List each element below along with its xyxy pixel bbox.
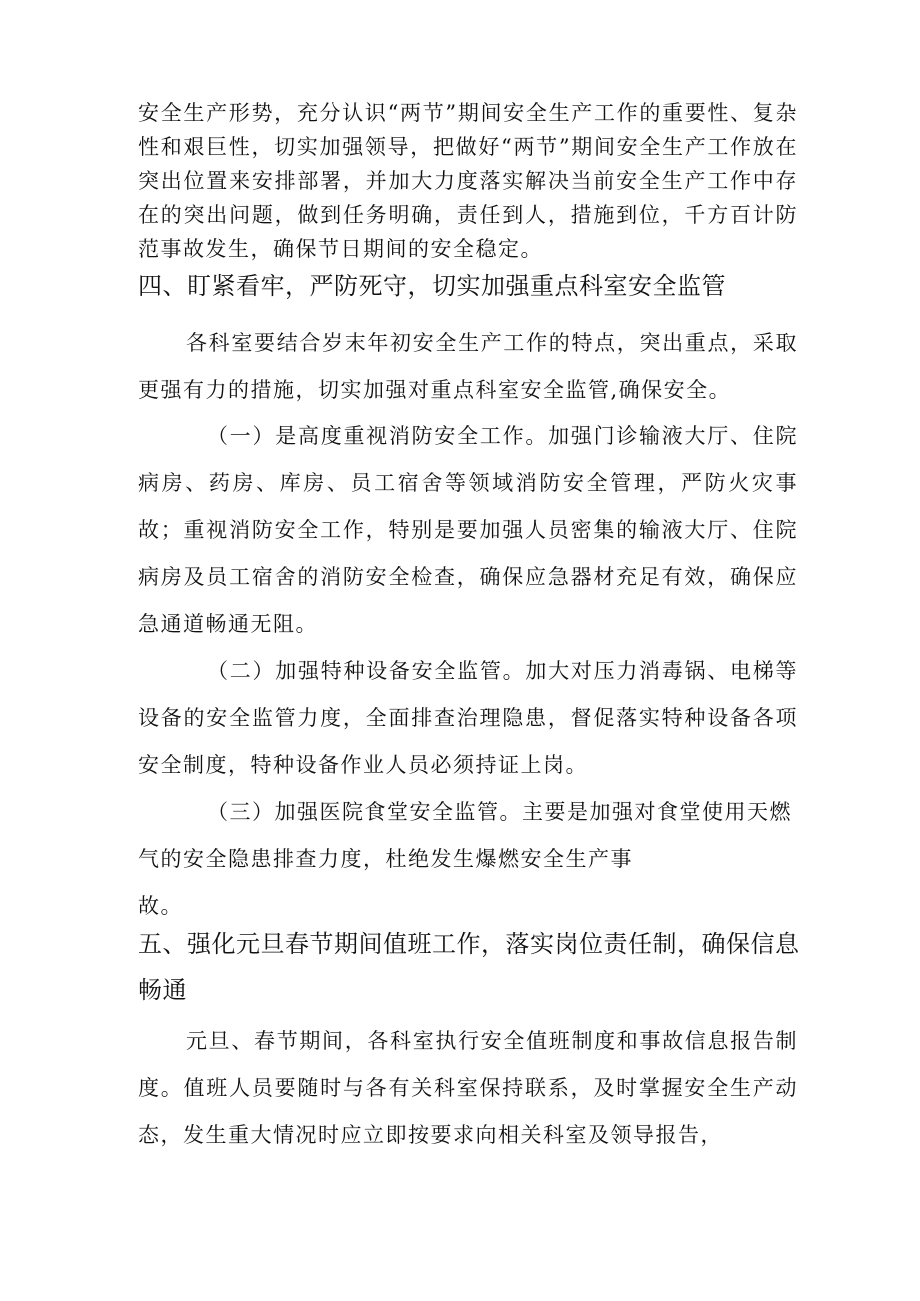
section-4-item-3-line-3: 故。 <box>138 894 183 918</box>
section-4-item-3 <box>138 789 798 930</box>
section-5-heading: 五、强化元旦春节期间值班工作，落实岗位责任制，确保信息畅通 <box>138 930 800 1004</box>
section-4-item-3-line-2: 气的安全隐患排查力度，杜绝发生爆燃安全生产事 <box>138 847 633 871</box>
section-4-item-2: （二）加强特种设备安全监管。加大对压力消毒锅、电梯等设备的安全监管力度，全面排查治理隐患，督促落实特种设备各项安全制度，特种设备作业人员必须持证上岗。 <box>138 659 798 777</box>
intro-paragraph: 安全生产形势，充分认识“两节”期间安全生产工作的重要性、复杂性和艰巨性，切实加强领导，把做好“两节”期间安全生产工作放在突出位置来安排部署，并加大力度落实解决当前安全生产工作中存在的突出问题，做到任务明确，责任到人，措施到位，千方百计防范事故发生，确保节日期间的安全稳定。 <box>138 101 798 261</box>
section-4-item-3-line-1: （三）加强医院食堂安全监管。主要是加强对食堂使用天燃 <box>207 800 792 824</box>
section-4-item-1: （一）是高度重视消防安全工作。加强门诊输液大厅、住院病房、药房、库房、员工宿舍等领域消防安全管理，严防火灾事故；重视消防安全工作，特别是要加强人员密集的输液大厅、住院病房及员工宿舍的消防安全检查，确保应急器材充足有效，确保应急通道畅通无阻。 <box>138 424 798 636</box>
section-4-heading: 四、盯紧看牢，严防死守，切实加强重点科室安全监管 <box>138 272 726 300</box>
section-4-paragraph: 各科室要结合岁末年初安全生产工作的特点，突出重点，采取更强有力的措施，切实加强对重点科室安全监管,确保安全。 <box>138 331 798 402</box>
section-5-paragraph: 元旦、春节期间，各科室执行安全值班制度和事故信息报告制度。值班人员要随时与各有关科室保持联系，及时掌握安全生产动态，发生重大情况时应立即按要求向相关科室及领导报告， <box>138 1029 798 1147</box>
